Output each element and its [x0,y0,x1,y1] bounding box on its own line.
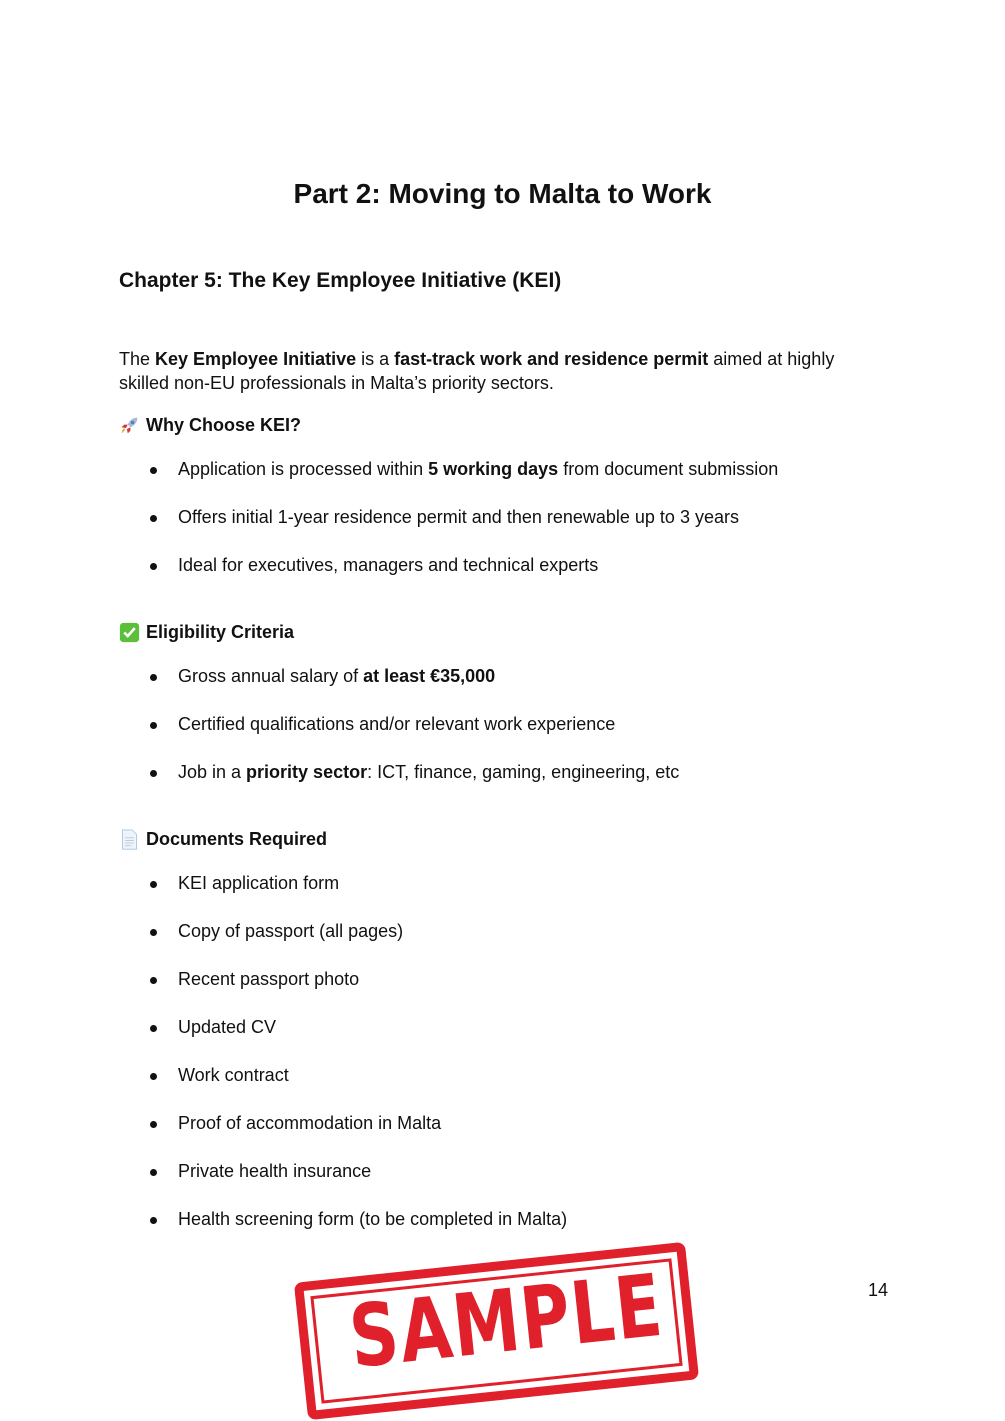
chapter-heading: Chapter 5: The Key Employee Initiative (KEI) [119,269,562,292]
text: The [119,349,156,369]
stamp-text: SAMPLE [344,1255,668,1389]
list-item [178,762,679,783]
text: Application is processed within [178,459,429,479]
bold-text: 5 working days [428,459,559,479]
list-item: Copy of passport (all pages) [178,921,404,941]
list-item: Ideal for executives, managers and technical experts [178,555,599,575]
list-item: Health screening form (to be completed in Malta) [178,1209,568,1229]
text: is a [356,349,395,369]
text: Job in a [178,762,247,782]
list-item [178,666,495,687]
sample-stamp [294,1242,699,1420]
intro-paragraph [119,347,879,395]
section-title: Documents Required [146,829,328,849]
bold-text: at least €35,000 [363,666,496,686]
bold-text: priority sector [246,762,368,782]
section-heading-why [119,415,301,436]
rocket-icon [119,415,140,436]
list-item: Certified qualifications and/or relevant work experience [178,714,616,734]
section-heading-eligibility [119,622,294,643]
list-item: Proof of accommodation in Malta [178,1113,442,1133]
bold-text: fast-track work and residence permit [394,349,709,369]
list-item: Work contract [178,1065,289,1085]
text: Gross annual salary of [178,666,364,686]
document-icon [119,829,140,850]
section-title: Eligibility Criteria [146,622,295,642]
section-title: Why Choose KEI? [146,415,302,435]
text: aimed at highly skilled non-EU professionals in Malta’s priority sectors. [119,349,835,393]
list-item: Recent passport photo [178,969,360,989]
list-item: Updated CV [178,1017,277,1037]
check-icon [119,622,140,643]
list-item: KEI application form [178,873,340,893]
text: : ICT, finance, gaming, engineering, etc [367,762,680,782]
page-number: 14 [868,1280,889,1300]
bold-text: Key Employee Initiative [155,349,357,369]
text: from document submission [558,459,779,479]
page-title: Part 2: Moving to Malta to Work [293,178,712,209]
list-item: Offers initial 1-year residence permit and then renewable up to 3 years [178,507,739,527]
section-heading-documents [119,829,327,850]
list-item [178,459,778,480]
list-item: Private health insurance [178,1161,372,1181]
